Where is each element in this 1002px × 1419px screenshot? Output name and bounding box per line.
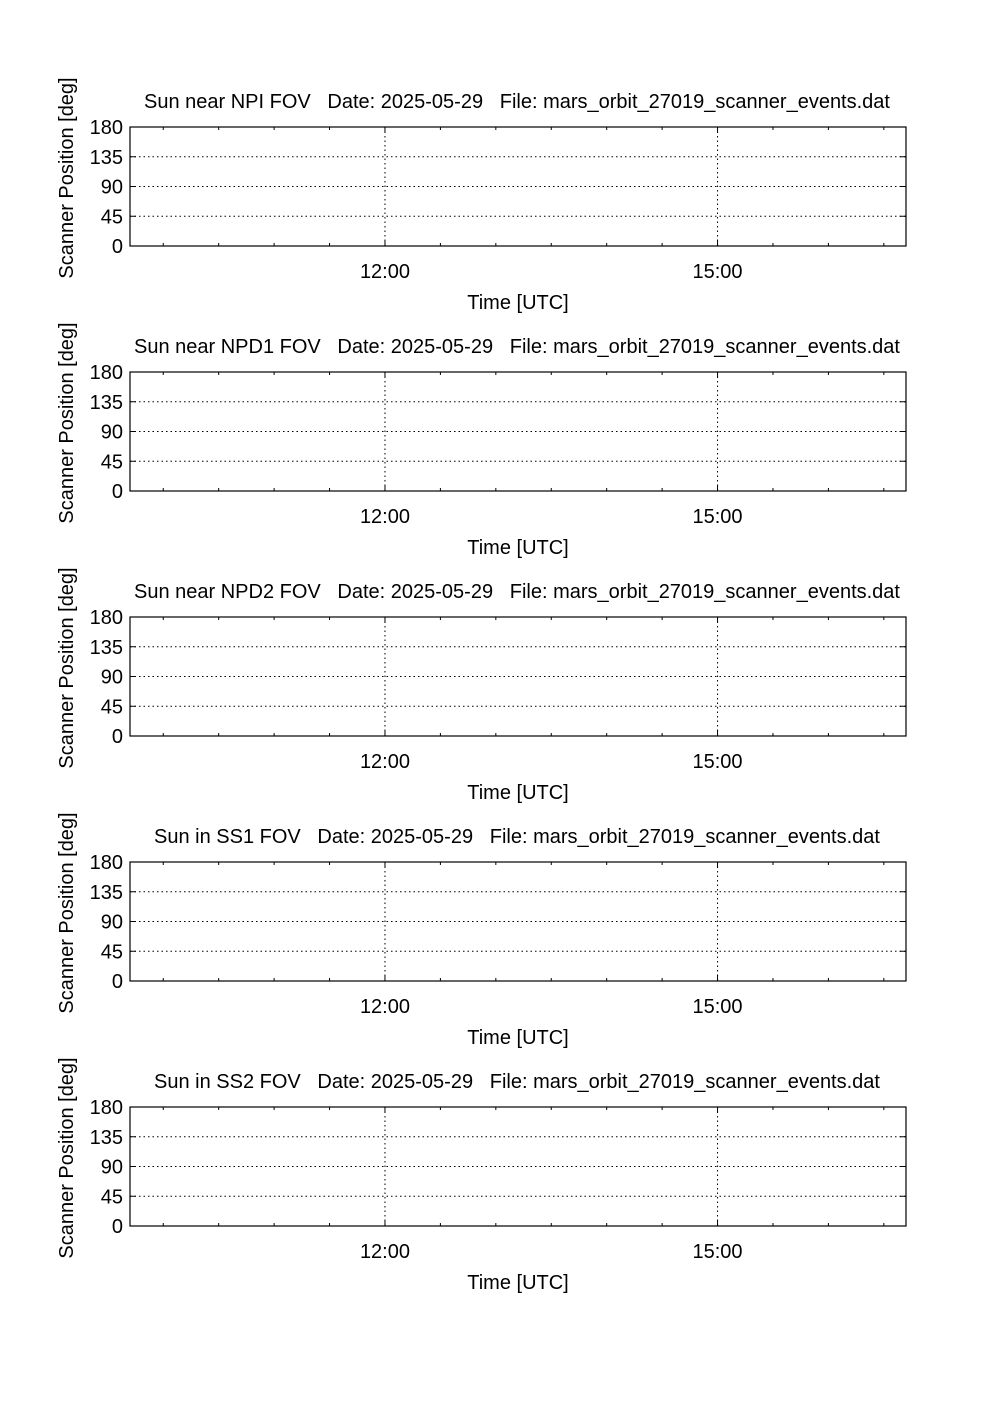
y-tick-label: 180: [89, 362, 123, 384]
y-tick-label: 90: [100, 911, 123, 934]
chart-panel-5: [56, 1057, 906, 1294]
y-tick-label: 180: [89, 852, 123, 874]
y-tick-label: 0: [111, 1216, 123, 1238]
y-tick-label: 135: [89, 636, 123, 659]
y-tick-label: 180: [89, 607, 123, 629]
y-tick-label: 90: [100, 421, 123, 444]
chart-panel-4: [56, 812, 906, 1049]
y-tick-label: 90: [100, 1156, 123, 1179]
x-axis-label: Time [UTC]: [467, 1027, 569, 1049]
x-tick-label: 12:00: [359, 1241, 411, 1263]
y-tick-label: 45: [100, 941, 123, 964]
x-tick-label: 15:00: [692, 506, 743, 528]
x-axis-label: Time [UTC]: [467, 782, 569, 804]
chart-title: Sun in SS2 FOV Date: 2025-05-29 File: mars_orbit_27019_scanner_events.dat: [154, 1071, 880, 1093]
y-tick-label: 90: [100, 176, 123, 199]
y-tick-label: 180: [89, 1097, 123, 1119]
y-tick-label: 90: [100, 666, 123, 689]
y-tick-label: 0: [111, 726, 123, 748]
y-tick-label: 135: [89, 391, 123, 414]
x-tick-label: 15:00: [692, 996, 743, 1018]
y-tick-label: 45: [100, 1186, 123, 1209]
x-tick-label: 12:00: [359, 751, 411, 773]
x-tick-label: 15:00: [692, 261, 743, 283]
chart-title: Sun near NPD1 FOV Date: 2025-05-29 File: mars_orbit_27019_scanner_events.dat: [134, 336, 900, 358]
y-axis-label: Scanner Position [deg]: [56, 77, 78, 279]
x-tick-label: 12:00: [359, 506, 411, 528]
y-tick-label: 0: [111, 971, 123, 993]
y-axis-label: Scanner Position [deg]: [56, 322, 78, 524]
y-tick-label: 45: [100, 206, 123, 229]
y-tick-label: 135: [89, 146, 123, 169]
chart-panel-2: [56, 322, 906, 559]
y-tick-label: 0: [111, 481, 123, 503]
chart-title: Sun in SS1 FOV Date: 2025-05-29 File: mars_orbit_27019_scanner_events.dat: [154, 826, 880, 848]
chart-title: Sun near NPD2 FOV Date: 2025-05-29 File: mars_orbit_27019_scanner_events.dat: [134, 581, 900, 603]
chart-panel-3: [56, 567, 906, 804]
chart-panel-1: [56, 77, 906, 314]
y-tick-label: 45: [100, 696, 123, 719]
x-tick-label: 12:00: [359, 996, 411, 1018]
y-axis-label: Scanner Position [deg]: [56, 567, 78, 769]
y-axis-label: Scanner Position [deg]: [56, 1057, 78, 1259]
x-tick-label: 12:00: [359, 261, 411, 283]
y-tick-label: 135: [89, 1126, 123, 1149]
x-axis-label: Time [UTC]: [467, 292, 569, 314]
y-tick-label: 135: [89, 881, 123, 904]
x-axis-label: Time [UTC]: [467, 537, 569, 559]
y-axis-label: Scanner Position [deg]: [56, 812, 78, 1014]
chart-title: Sun near NPI FOV Date: 2025-05-29 File: mars_orbit_27019_scanner_events.dat: [144, 91, 890, 113]
y-tick-label: 0: [111, 236, 123, 258]
x-tick-label: 15:00: [692, 751, 743, 773]
x-tick-label: 15:00: [692, 1241, 743, 1263]
y-tick-label: 45: [100, 451, 123, 474]
x-axis-label: Time [UTC]: [467, 1272, 569, 1294]
y-tick-label: 180: [89, 117, 123, 139]
